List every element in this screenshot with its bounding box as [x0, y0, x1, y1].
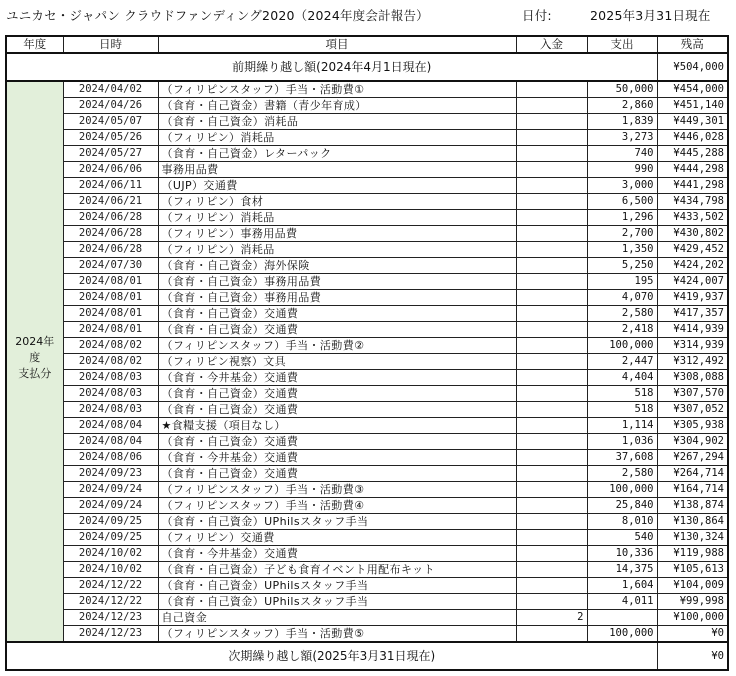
- row-item: （食育・自己資金）レターパック: [158, 146, 516, 162]
- row-date: 2024/12/23: [63, 610, 158, 626]
- row-expense: 195: [587, 274, 657, 290]
- col-header-income: 入金: [516, 36, 587, 53]
- row-balance: ¥164,714: [657, 482, 728, 498]
- row-item: （食育・今井基金）交通費: [158, 370, 516, 386]
- table-row: [6, 130, 728, 146]
- table-row: [6, 594, 728, 610]
- row-income: [516, 210, 587, 226]
- row-item: （食育・自己資金）UPhilsスタッフ手当: [158, 594, 516, 610]
- row-income: [516, 578, 587, 594]
- row-expense: 25,840: [587, 498, 657, 514]
- row-date: 2024/08/03: [63, 402, 158, 418]
- row-balance: ¥434,798: [657, 194, 728, 210]
- row-date: 2024/08/04: [63, 418, 158, 434]
- row-item: （食育・自己資金）海外保険: [158, 258, 516, 274]
- row-balance: ¥314,939: [657, 338, 728, 354]
- row-balance: ¥264,714: [657, 466, 728, 482]
- row-item: （フィリピンスタッフ）手当・活動費⑤: [158, 626, 516, 643]
- row-expense: [587, 610, 657, 626]
- row-balance: ¥119,988: [657, 546, 728, 562]
- report-title: ユニカセ・ジャパン クラウドファンディング2020（2024年度会計報告）: [6, 8, 429, 23]
- row-item: （フィリピンスタッフ）手当・活動費①: [158, 81, 516, 98]
- row-income: [516, 338, 587, 354]
- row-item: （フィリピン）消耗品: [158, 242, 516, 258]
- row-expense: 1,604: [587, 578, 657, 594]
- row-item: （食育・自己資金）交通費: [158, 306, 516, 322]
- row-balance: ¥433,502: [657, 210, 728, 226]
- carry-in-label: 前期繰り越し額(2024年4月1日現在): [6, 53, 657, 81]
- row-expense: 1,350: [587, 242, 657, 258]
- row-income: [516, 306, 587, 322]
- table-row: [6, 146, 728, 162]
- row-balance: ¥307,570: [657, 386, 728, 402]
- row-date: 2024/04/26: [63, 98, 158, 114]
- table-row: [6, 466, 728, 482]
- col-header-expense: 支出: [587, 36, 657, 53]
- row-date: 2024/06/28: [63, 242, 158, 258]
- row-expense: 740: [587, 146, 657, 162]
- table-row: [6, 178, 728, 194]
- row-date: 2024/08/03: [63, 386, 158, 402]
- row-expense: 540: [587, 530, 657, 546]
- row-income: [516, 402, 587, 418]
- table-row: [6, 258, 728, 274]
- row-date: 2024/06/28: [63, 226, 158, 242]
- table-row: [6, 434, 728, 450]
- row-income: [516, 514, 587, 530]
- table-row: [6, 386, 728, 402]
- row-date: 2024/09/24: [63, 498, 158, 514]
- row-balance: ¥99,998: [657, 594, 728, 610]
- row-item: 事務用品費: [158, 162, 516, 178]
- row-expense: 1,036: [587, 434, 657, 450]
- row-balance: ¥424,007: [657, 274, 728, 290]
- row-income: [516, 146, 587, 162]
- row-expense: 4,070: [587, 290, 657, 306]
- table-row: [6, 530, 728, 546]
- row-expense: 3,273: [587, 130, 657, 146]
- row-income: [516, 498, 587, 514]
- row-expense: 5,250: [587, 258, 657, 274]
- row-expense: 37,608: [587, 450, 657, 466]
- row-expense: 100,000: [587, 482, 657, 498]
- row-income: [516, 226, 587, 242]
- row-item: （食育・自己資金）書籍（青少年育成）: [158, 98, 516, 114]
- row-item: （食育・自己資金）交通費: [158, 466, 516, 482]
- row-balance: ¥105,613: [657, 562, 728, 578]
- row-income: [516, 162, 587, 178]
- row-income: [516, 530, 587, 546]
- fiscal-year-sublabel: 支払分: [18, 367, 52, 380]
- row-income: [516, 290, 587, 306]
- carry-in-balance: ¥504,000: [657, 53, 728, 81]
- row-date: 2024/09/23: [63, 466, 158, 482]
- row-item: （フィリピン視察）文具: [158, 354, 516, 370]
- row-income: [516, 562, 587, 578]
- row-expense: 2,418: [587, 322, 657, 338]
- row-income: [516, 274, 587, 290]
- row-balance: ¥454,000: [657, 81, 728, 98]
- table-row: [6, 322, 728, 338]
- table-row: [6, 226, 728, 242]
- col-header-item: 項目: [158, 36, 516, 53]
- row-expense: 518: [587, 402, 657, 418]
- row-balance: ¥445,288: [657, 146, 728, 162]
- row-expense: 2,447: [587, 354, 657, 370]
- row-item: （UJP）交通費: [158, 178, 516, 194]
- row-expense: 100,000: [587, 626, 657, 643]
- row-income: [516, 386, 587, 402]
- row-date: 2024/09/25: [63, 530, 158, 546]
- carry-out-label: 次期繰り越し額(2025年3月31日現在): [6, 642, 657, 670]
- row-date: 2024/08/01: [63, 274, 158, 290]
- table-row: [6, 242, 728, 258]
- row-date: 2024/12/22: [63, 578, 158, 594]
- row-date: 2024/04/02: [63, 81, 158, 98]
- row-income: [516, 482, 587, 498]
- row-date: 2024/08/03: [63, 370, 158, 386]
- row-balance: ¥100,000: [657, 610, 728, 626]
- row-balance: ¥441,298: [657, 178, 728, 194]
- table-row: [6, 514, 728, 530]
- row-expense: 4,404: [587, 370, 657, 386]
- table-row: [6, 354, 728, 370]
- row-date: 2024/12/22: [63, 594, 158, 610]
- row-income: [516, 322, 587, 338]
- table-row: [6, 290, 728, 306]
- row-item: （食育・自己資金）交通費: [158, 402, 516, 418]
- row-item: 自己資金: [158, 610, 516, 626]
- table-row: [6, 370, 728, 386]
- row-balance: ¥308,088: [657, 370, 728, 386]
- table-row: [6, 498, 728, 514]
- row-income: [516, 418, 587, 434]
- col-header-year: 年度: [6, 36, 63, 53]
- row-expense: 3,000: [587, 178, 657, 194]
- row-item: （フィリピン）事務用品費: [158, 226, 516, 242]
- row-date: 2024/10/02: [63, 546, 158, 562]
- row-item: （フィリピンスタッフ）手当・活動費③: [158, 482, 516, 498]
- row-expense: 100,000: [587, 338, 657, 354]
- row-date: 2024/05/26: [63, 130, 158, 146]
- row-balance: ¥424,202: [657, 258, 728, 274]
- row-item: （食育・自己資金）UPhilsスタッフ手当: [158, 578, 516, 594]
- row-expense: 6,500: [587, 194, 657, 210]
- row-income: [516, 178, 587, 194]
- row-expense: 8,010: [587, 514, 657, 530]
- row-item: （食育・自己資金）子ども食育イベント用配布キット: [158, 562, 516, 578]
- row-expense: 1,839: [587, 114, 657, 130]
- row-income: [516, 546, 587, 562]
- table-row: [6, 210, 728, 226]
- row-balance: ¥451,140: [657, 98, 728, 114]
- row-balance: ¥130,324: [657, 530, 728, 546]
- row-balance: ¥444,298: [657, 162, 728, 178]
- row-income: [516, 242, 587, 258]
- row-item: ★食糧支援（項目なし）: [158, 418, 516, 434]
- row-balance: ¥429,452: [657, 242, 728, 258]
- row-expense: 50,000: [587, 81, 657, 98]
- row-expense: 10,336: [587, 546, 657, 562]
- row-income: [516, 626, 587, 643]
- row-balance: ¥430,802: [657, 226, 728, 242]
- table-row: [6, 610, 728, 626]
- row-date: 2024/05/27: [63, 146, 158, 162]
- row-date: 2024/08/06: [63, 450, 158, 466]
- table-row: [6, 402, 728, 418]
- row-date: 2024/08/01: [63, 290, 158, 306]
- row-income: [516, 114, 587, 130]
- row-income: [516, 466, 587, 482]
- table-row: [6, 162, 728, 178]
- row-item: （食育・自己資金）消耗品: [158, 114, 516, 130]
- row-item: （食育・今井基金）交通費: [158, 450, 516, 466]
- carry-in-row: [6, 53, 728, 81]
- row-balance: ¥104,009: [657, 578, 728, 594]
- row-balance: ¥414,939: [657, 322, 728, 338]
- table-row: [6, 114, 728, 130]
- row-item: （フィリピン）交通費: [158, 530, 516, 546]
- row-balance: ¥305,938: [657, 418, 728, 434]
- row-date: 2024/08/02: [63, 338, 158, 354]
- row-expense: 4,011: [587, 594, 657, 610]
- row-expense: 2,700: [587, 226, 657, 242]
- row-balance: ¥130,864: [657, 514, 728, 530]
- row-date: 2024/05/07: [63, 114, 158, 130]
- row-item: （フィリピンスタッフ）手当・活動費④: [158, 498, 516, 514]
- table-row: [6, 578, 728, 594]
- row-date: 2024/06/21: [63, 194, 158, 210]
- row-balance: ¥419,937: [657, 290, 728, 306]
- row-expense: 990: [587, 162, 657, 178]
- row-balance: ¥0: [657, 626, 728, 643]
- row-expense: 2,580: [587, 306, 657, 322]
- row-income: [516, 594, 587, 610]
- report-date: 2025年3月31日現在: [590, 8, 711, 23]
- row-balance: ¥304,902: [657, 434, 728, 450]
- row-expense: 14,375: [587, 562, 657, 578]
- row-income: [516, 434, 587, 450]
- row-expense: 2,580: [587, 466, 657, 482]
- row-date: 2024/09/24: [63, 482, 158, 498]
- row-income: [516, 194, 587, 210]
- row-date: 2024/07/30: [63, 258, 158, 274]
- row-income: [516, 450, 587, 466]
- table-row: [6, 546, 728, 562]
- row-balance: ¥267,294: [657, 450, 728, 466]
- row-date: 2024/08/04: [63, 434, 158, 450]
- row-income: 2: [516, 610, 587, 626]
- carry-out-row: [6, 642, 728, 670]
- row-item: （食育・自己資金）交通費: [158, 434, 516, 450]
- row-expense: 2,860: [587, 98, 657, 114]
- table-row: [6, 338, 728, 354]
- table-row: [6, 306, 728, 322]
- row-date: 2024/09/25: [63, 514, 158, 530]
- row-balance: ¥138,874: [657, 498, 728, 514]
- row-balance: ¥446,028: [657, 130, 728, 146]
- row-expense: 1,114: [587, 418, 657, 434]
- row-item: （フィリピン）食材: [158, 194, 516, 210]
- ledger-table: [5, 35, 729, 671]
- row-item: （フィリピン）消耗品: [158, 130, 516, 146]
- row-expense: 518: [587, 386, 657, 402]
- row-income: [516, 98, 587, 114]
- table-row: [6, 81, 728, 98]
- row-item: （食育・自己資金）交通費: [158, 386, 516, 402]
- row-date: 2024/06/11: [63, 178, 158, 194]
- row-balance: ¥449,301: [657, 114, 728, 130]
- row-date: 2024/08/02: [63, 354, 158, 370]
- table-row: [6, 418, 728, 434]
- row-income: [516, 81, 587, 98]
- table-row: [6, 194, 728, 210]
- table-row: [6, 626, 728, 643]
- row-item: （フィリピンスタッフ）手当・活動費②: [158, 338, 516, 354]
- row-balance: ¥312,492: [657, 354, 728, 370]
- row-balance: ¥307,052: [657, 402, 728, 418]
- row-item: （食育・自己資金）UPhilsスタッフ手当: [158, 514, 516, 530]
- row-item: （食育・自己資金）事務用品費: [158, 274, 516, 290]
- row-income: [516, 258, 587, 274]
- row-date: 2024/08/01: [63, 322, 158, 338]
- row-item: （食育・自己資金）交通費: [158, 322, 516, 338]
- carry-out-balance: ¥0: [657, 642, 728, 670]
- row-balance: ¥417,357: [657, 306, 728, 322]
- fiscal-year-label: 2024年度: [15, 335, 55, 364]
- row-date: 2024/08/01: [63, 306, 158, 322]
- table-row: [6, 274, 728, 290]
- col-header-date: 日時: [63, 36, 158, 53]
- col-header-balance: 残高: [657, 36, 728, 53]
- row-item: （フィリピン）消耗品: [158, 210, 516, 226]
- row-income: [516, 354, 587, 370]
- table-row: [6, 482, 728, 498]
- row-income: [516, 370, 587, 386]
- row-item: （食育・自己資金）事務用品費: [158, 290, 516, 306]
- row-income: [516, 130, 587, 146]
- fiscal-year-group: [6, 81, 63, 642]
- table-row: [6, 562, 728, 578]
- row-date: 2024/12/23: [63, 626, 158, 643]
- row-date: 2024/06/28: [63, 210, 158, 226]
- date-label: 日付:: [522, 8, 552, 23]
- row-item: （食育・今井基金）交通費: [158, 546, 516, 562]
- row-expense: 1,296: [587, 210, 657, 226]
- row-date: 2024/06/06: [63, 162, 158, 178]
- row-date: 2024/10/02: [63, 562, 158, 578]
- header-row: [6, 36, 728, 53]
- table-row: [6, 98, 728, 114]
- table-row: [6, 450, 728, 466]
